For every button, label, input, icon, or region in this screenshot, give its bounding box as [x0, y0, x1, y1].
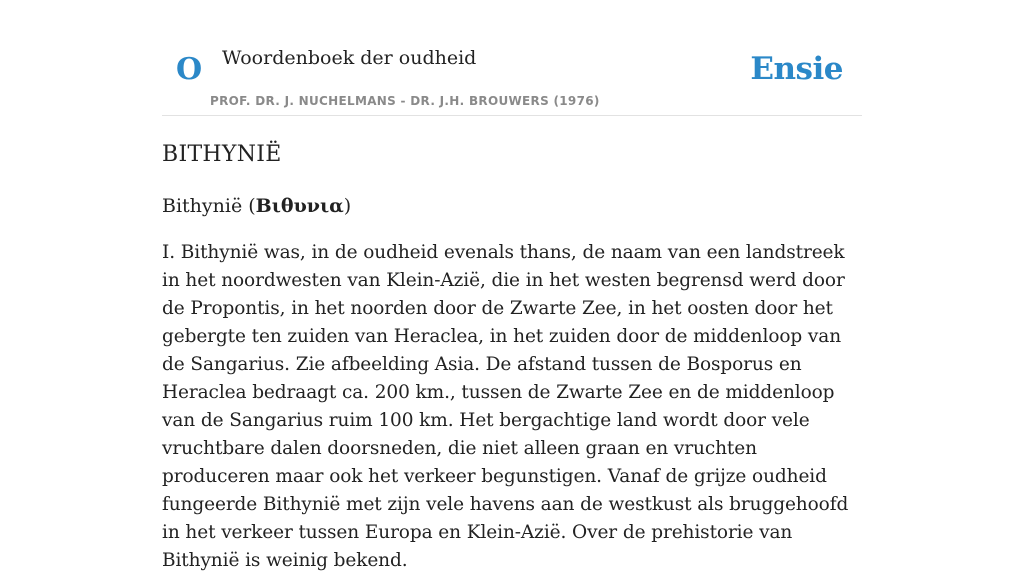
book-authors: PROF. DR. J. NUCHELMANS - DR. J.H. BROUWERS (1976): [210, 94, 600, 108]
ensie-logo-link[interactable]: Ensie: [750, 51, 843, 87]
headword-greek: Βιθυνια: [255, 195, 344, 217]
book-title-link[interactable]: Woordenboek der oudheid: [222, 47, 477, 69]
entry-body-text: I. Bithynië was, in de oudheid evenals thans, de naam van een landstreek in het noordwesten van Klein-Azië, die in het westen begrensd werd door de Propontis, in het noorden door de Zwarte Zee, in het oosten door het gebergte ten zuiden van Heraclea, in het zuiden door de middenloop van de Sangarius. Zie afbeelding Asia. De afstand tussen de Bosporus en Heraclea bedraagt ca. 200 km., tussen de Zwarte Zee en de middenloop van de Sangarius ruim 100 km. Het bergachtige land wordt door vele vruchtbare dalen doorsneden, die niet alleen graan en vruchten produceren maar ook het verkeer begunstigen. Vanaf de grijze oudheid fungeerde Bithynië met zijn vele havens aan de westkust als bruggehoofd in het verkeer tussen Europa en Klein-Azië. Over de prehistorie van Bithynië is weinig bekend.: [162, 242, 849, 571]
entry-title: BITHYNIË: [162, 142, 282, 167]
headword-suffix: ): [343, 195, 352, 217]
book-header: [162, 0, 862, 116]
page-container: [162, 0, 862, 571]
book-letter-icon[interactable]: O: [176, 52, 203, 87]
headword-prefix: Bithynië (: [162, 195, 256, 217]
entry-headword: [162, 192, 351, 220]
